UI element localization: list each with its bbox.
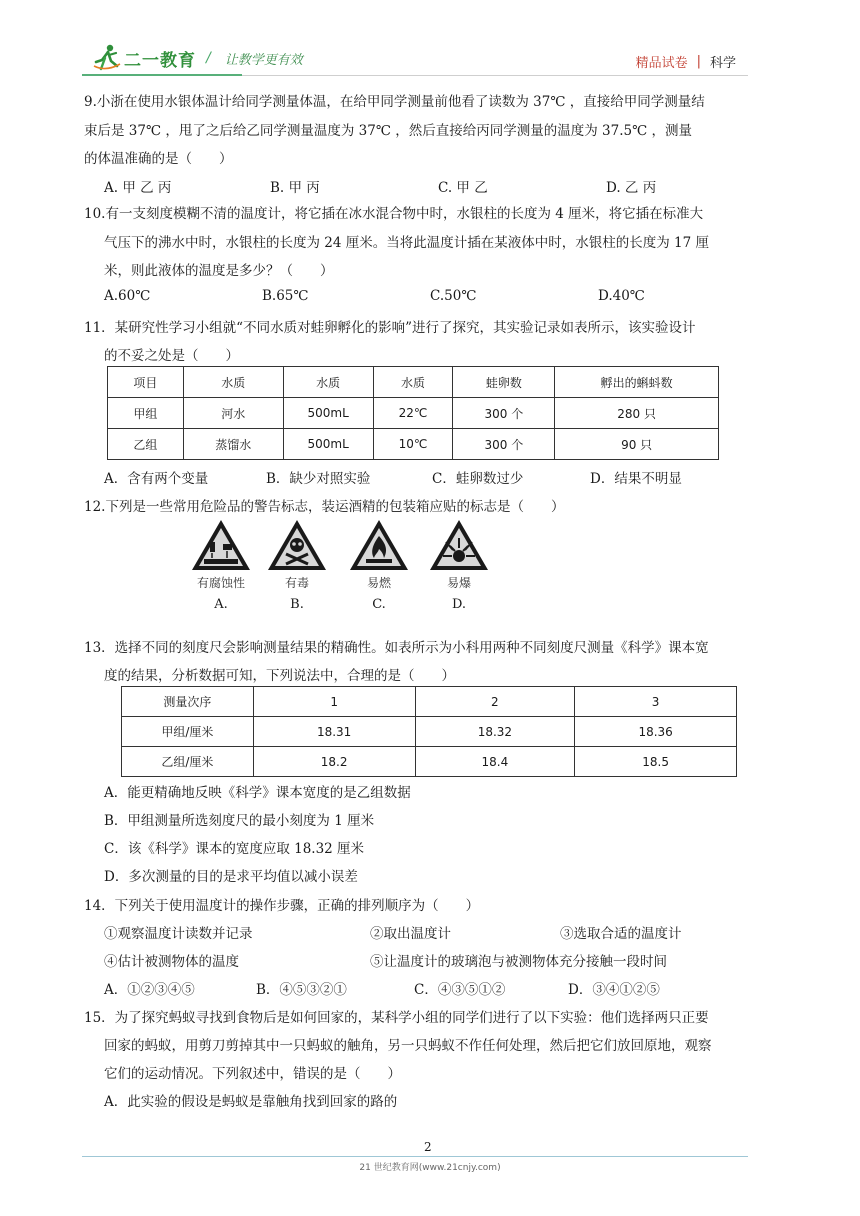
table-cell: 蒸馏水	[183, 429, 283, 460]
q15-text-line: 回家的蚂蚁，用剪刀剪掉其中一只蚂蚁的触角，另一只蚂蚁不作任何处理，然后把它们放回原地，观察	[104, 1038, 712, 1054]
sign-caption: 易爆	[446, 576, 471, 590]
table-header-cell: 水质	[183, 367, 283, 398]
sign-caption: 有腐蚀性	[196, 576, 245, 590]
sign-option-label: A.	[214, 597, 228, 612]
q13-option-a: A．能更精确地反映《科学》课本宽度的是乙组数据	[104, 785, 411, 801]
table-cell: 18.31	[253, 717, 415, 747]
table-header-cell: 孵出的蝌蚪数	[555, 367, 719, 398]
table-cell: 18.4	[415, 747, 575, 777]
q9-option-b: B. 甲 丙	[270, 180, 320, 196]
table-row	[122, 747, 737, 777]
brand-slogan: 让教学更有效	[224, 52, 303, 68]
table-cell: 甲组/厘米	[122, 717, 254, 747]
table-header-cell: 蛙卵数	[453, 367, 555, 398]
q13-option-c: C．该《科学》课本的宽度应取 18.32 厘米	[104, 841, 365, 857]
q15-text-line: 它们的运动情况。下列叙述中，错误的是（ ）	[104, 1066, 401, 1082]
table-cell: 河水	[183, 398, 283, 429]
header-meta	[636, 52, 736, 71]
table-cell: 300 个	[453, 398, 555, 429]
sign-caption: 有毒	[284, 576, 309, 590]
q14-step-5: ⑤让温度计的玻璃泡与被测物体充分接触一段时间	[370, 954, 667, 970]
q10-text-line: 气压下的沸水中时，水银柱的长度为 24 厘米。当将此温度计插在某液体中时，水银柱的长度为 17 厘	[104, 235, 710, 251]
page-header	[0, 0, 860, 78]
q15-text-line: 15．为了探究蚂蚁寻找到食物后是如何回家的，某科学小组的同学们进行了以下实验：他们选择两只正要	[84, 1010, 709, 1026]
q11-table	[107, 366, 719, 460]
q9-text-line: 9.小浙在使用水银体温计给同学测量体温，在给甲同学测量前他看了读数为 37℃ ，直接给甲同学测量结	[84, 94, 705, 110]
sign-corrosive	[188, 518, 254, 612]
table-cell: 280 只	[555, 398, 719, 429]
q9-option-a: A. 甲 乙 丙	[104, 180, 172, 196]
q11-option-b: B．缺少对照实验	[266, 471, 371, 487]
paper-type: 精品试卷	[635, 56, 688, 71]
table-header-row	[108, 367, 719, 398]
sign-flammable	[346, 518, 412, 612]
footer-divider	[82, 1156, 748, 1157]
table-cell: 10℃	[373, 429, 453, 460]
sign-option-label: D.	[451, 597, 467, 612]
table-cell: 18.5	[575, 747, 737, 777]
table-header-cell: 项目	[108, 367, 184, 398]
header-divider-accent	[82, 74, 242, 76]
q10-option-d: D.40℃	[598, 288, 645, 304]
q14-option-b: B．④⑤③②①	[256, 982, 347, 998]
table-row	[108, 429, 719, 460]
brand-divider: /	[206, 50, 211, 66]
q11-option-d: D．结果不明显	[590, 471, 682, 487]
table-cell: 乙组	[108, 429, 184, 460]
q14-text-line: 14．下列关于使用温度计的操作步骤，正确的排列顺序为（ ）	[84, 898, 480, 914]
q15-option-a: A．此实验的假设是蚂蚁是靠触角找到回家的路的	[104, 1094, 398, 1110]
q14-option-c: C．④③⑤①②	[414, 982, 506, 998]
sign-caption: 易燃	[366, 576, 391, 590]
table-header-cell: 测量次序	[122, 687, 254, 717]
q10-text-line: 10.有一支刻度模糊不清的温度计，将它插在冰水混合物中时，水银柱的长度为 4 厘米，将它插在标准大	[84, 206, 704, 222]
q13-option-b: B．甲组测量所选刻度尺的最小刻度为 1 厘米	[104, 813, 375, 829]
q10-option-b: B.65℃	[262, 288, 309, 304]
brand-name: 二一教育	[124, 50, 196, 71]
table-header-cell: 水质	[373, 367, 453, 398]
sign-explosive	[426, 518, 492, 612]
q14-step-4: ④估计被测物体的温度	[104, 954, 239, 970]
q14-step-2: ②取出温度计	[370, 926, 451, 942]
table-header-row	[122, 687, 737, 717]
table-header-cell: 2	[415, 687, 575, 717]
q9-option-c: C. 甲 乙	[438, 180, 488, 196]
q13-table	[121, 686, 737, 777]
table-cell: 90 只	[555, 429, 719, 460]
warning-signs	[188, 518, 508, 628]
q13-text-line: 13．选择不同的刻度尺会影响测量结果的精确性。如表所示为小科用两种不同刻度尺测量《科学》课本宽	[84, 640, 709, 656]
sign-option-label: B.	[290, 597, 304, 612]
table-cell: 甲组	[108, 398, 184, 429]
table-header-cell: 1	[253, 687, 415, 717]
table-header-cell: 3	[575, 687, 737, 717]
table-cell: 乙组/厘米	[122, 747, 254, 777]
table-cell: 500mL	[283, 429, 373, 460]
q14-step-1: ①观察温度计读数并记录	[104, 926, 253, 942]
table-cell: 300 个	[453, 429, 555, 460]
q14-step-3: ③选取合适的温度计	[560, 926, 682, 942]
table-cell: 18.36	[575, 717, 737, 747]
sign-toxic	[264, 518, 330, 612]
table-row	[122, 717, 737, 747]
footer-site: 21 世纪教育网(www.21cnjy.com)	[359, 1163, 501, 1173]
q9-text-line: 束后是 37℃ ，甩了之后给乙同学测量温度为 37℃ ，然后直接给丙同学测量的温度为 37.5℃ ，测量	[84, 123, 692, 139]
runner-icon	[92, 42, 122, 74]
table-row	[108, 398, 719, 429]
q9-text-line: 的体温准确的是（ ）	[84, 151, 233, 167]
table-cell: 22℃	[373, 398, 453, 429]
q11-option-a: A．含有两个变量	[104, 471, 209, 487]
corrosive-icon	[190, 518, 252, 572]
subject-label: 科学	[709, 56, 736, 71]
page-number: 2	[424, 1140, 432, 1154]
q10-option-a: A.60℃	[104, 288, 151, 304]
q11-text-line: 的不妥之处是（ ）	[104, 348, 239, 364]
header-separator: |	[696, 54, 701, 69]
explosion-icon	[428, 518, 490, 572]
q9-option-d: D. 乙 丙	[606, 180, 657, 196]
q10-option-c: C.50℃	[430, 288, 477, 304]
q11-text-line: 11．某研究性学习小组就“不同水质对蛙卵孵化的影响”进行了探究，其实验记录如表所示，该实验设计	[84, 320, 696, 336]
table-cell: 18.32	[415, 717, 575, 747]
q13-text-line: 度的结果，分析数据可知，下列说法中，合理的是（ ）	[104, 668, 455, 684]
flame-icon	[348, 518, 410, 572]
q12-text-line: 12.下列是一些常用危险品的警告标志，装运酒精的包装箱应贴的标志是（ ）	[84, 499, 565, 515]
sign-option-label: C.	[372, 597, 386, 612]
table-cell: 500mL	[283, 398, 373, 429]
brand-logo	[92, 42, 303, 74]
skull-icon	[266, 518, 328, 572]
table-header-cell: 水质	[283, 367, 373, 398]
q11-option-c: C．蛙卵数过少	[432, 471, 524, 487]
q13-option-d: D．多次测量的目的是求平均值以减小误差	[104, 869, 358, 885]
q14-option-a: A．①②③④⑤	[104, 982, 195, 998]
q14-option-d: D．③④①②⑤	[568, 982, 660, 998]
q10-text-line: 米，则此液体的温度是多少？（ ）	[104, 263, 334, 279]
table-cell: 18.2	[253, 747, 415, 777]
